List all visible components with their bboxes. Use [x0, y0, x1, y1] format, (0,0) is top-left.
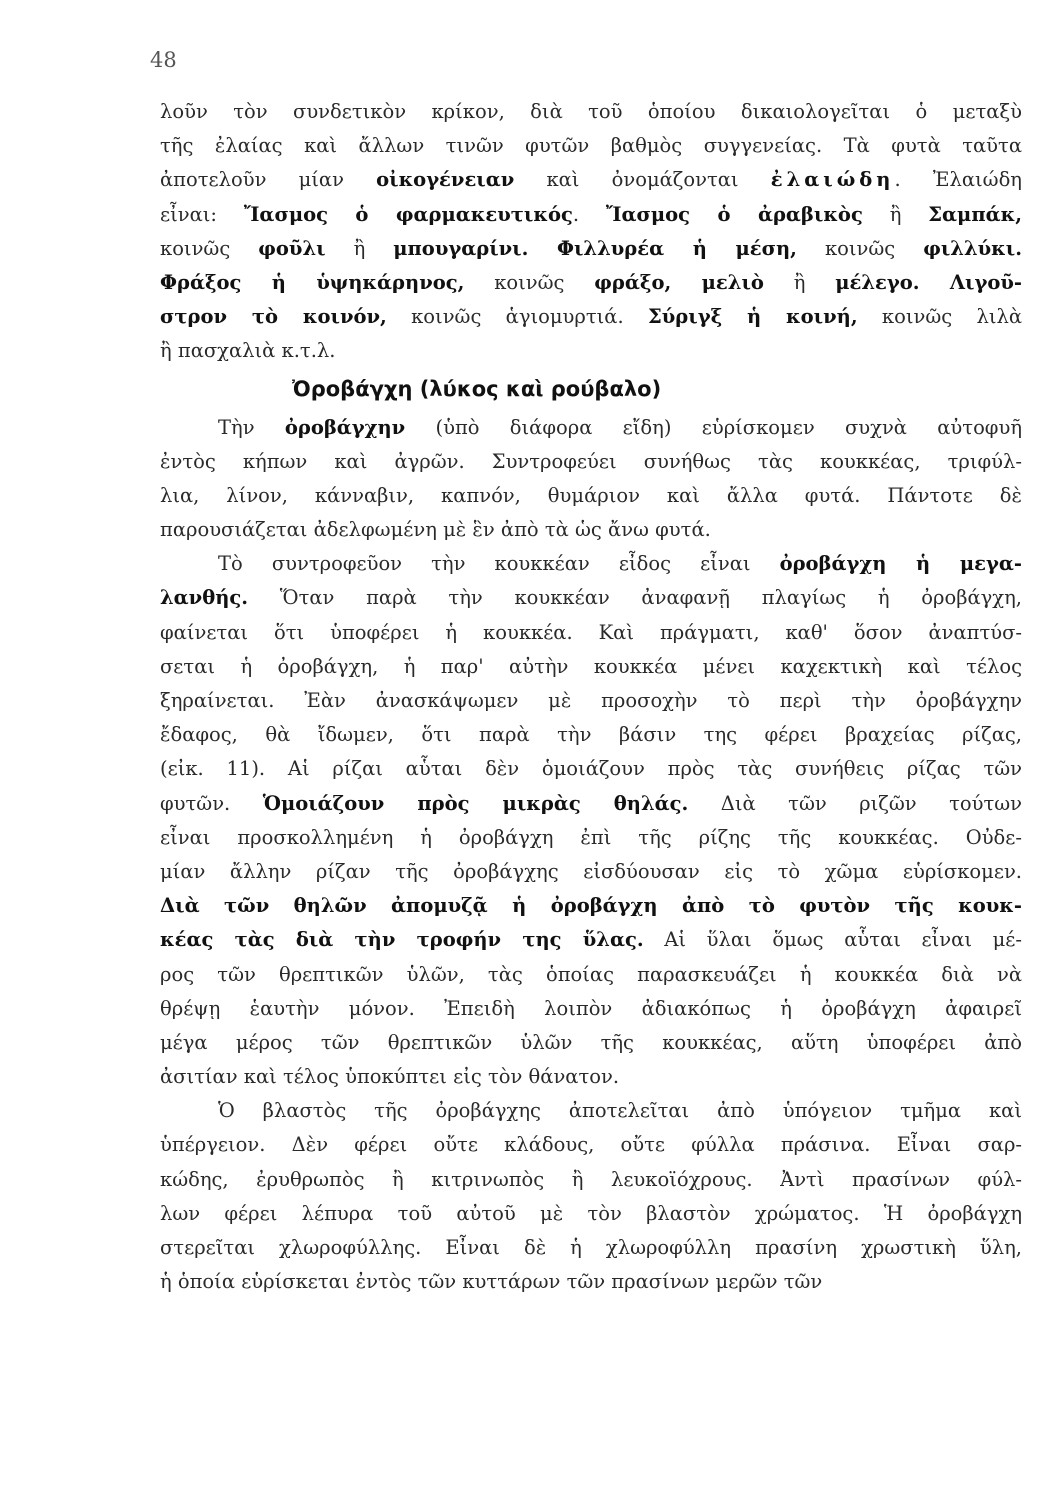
text-line	[160, 129, 1022, 163]
text-run: ἡ ὁποία εὑρίσκεται ἐντὸς τῶν κυττάρων τῶν πρασίνων μερῶν τῶν	[160, 1270, 823, 1294]
text-line	[160, 1163, 1022, 1197]
section-heading: Ὀροβάγχη (λύκος καὶ ρούβαλο)	[292, 376, 662, 401]
text-run: ἢ	[325, 236, 394, 260]
bold-text: λανθής.	[160, 586, 249, 610]
bold-text: ἐλαιώδη	[770, 168, 895, 192]
text-run: λοῦν τὸν συνδετικὸν κρίκον, διὰ τοῦ ὁποίου δικαιολογεῖται ὁ μεταξὺ	[160, 100, 1022, 123]
text-run: ἢ	[763, 270, 836, 294]
text-run: παρουσιάζεται ἀδελφωμένη μὲ ἓν ἀπὸ τὰ ὡς ἄνω φυτά.	[160, 518, 711, 542]
text-run: κώδης, ἐρυθρωπὸς ἢ κιτρινωπὸς ἢ λευκοϊόχρους. Ἀντὶ πρασίνων φύλ-	[160, 1167, 1022, 1191]
text-line	[160, 1128, 1022, 1162]
text-run: καὶ ὀνομάζονται	[514, 168, 771, 192]
bold-text: φιλλύκι.	[923, 236, 1023, 260]
text-run: ἢ πασχαλιὰ κ.τ.λ.	[160, 339, 336, 363]
bold-text: ὀροβάγχη ἡ μεγα-	[779, 552, 1022, 576]
text-run: κοινῶς λιλὰ	[857, 305, 1022, 329]
text-line	[160, 1231, 1022, 1265]
bold-text: Σαμπάκ,	[928, 202, 1022, 226]
text-line	[160, 855, 1022, 889]
text-line	[160, 334, 1022, 368]
text-line	[160, 1060, 1022, 1094]
text-line	[160, 581, 1022, 615]
text-run: .	[572, 202, 606, 226]
text-line	[160, 1265, 1022, 1299]
text-run: Τὸ συντροφεῦον τὴν κουκκέαν εἶδος εἶναι	[218, 552, 780, 576]
bold-text: φοῦλι	[258, 236, 326, 260]
text-run: εἶναι:	[160, 202, 244, 226]
bold-text: στρον τὸ κοινόν,	[160, 305, 387, 329]
text-run: λων φέρει λέπυρα τοῦ αὐτοῦ μὲ τὸν βλαστὸν χρώματος. Ἡ ὀροβάγχη	[160, 1201, 1022, 1225]
text-line	[160, 479, 1022, 513]
bold-text: μπουγαρίνι. Φιλλυρέα ἡ μέση,	[393, 236, 797, 260]
text-run: μίαν ἄλλην ρίζαν τῆς ὀροβάγχης εἰσδύουσαν εἰς τὸ χῶμα εὑρίσκομεν.	[160, 859, 1022, 883]
text-line	[160, 616, 1022, 650]
text-run: κοινῶς	[796, 236, 924, 260]
bold-text: ὀροβάγχην	[284, 415, 406, 439]
text-line	[160, 547, 1022, 581]
bold-text: Ὁμοιάζουν πρὸς μικρὰς θηλάς.	[262, 791, 689, 815]
text-run: ξηραίνεται. Ἐὰν ἀνασκάψωμεν μὲ προσοχὴν τὸ περὶ τὴν ὀροβάγχην	[160, 689, 1022, 712]
text-run: κοινῶς ἁγιομυρτιά.	[386, 305, 648, 329]
text-run: Ὁ βλαστὸς τῆς ὀροβάγχης ἀποτελεῖται ἀπὸ ὑπόγειον τμῆμα καὶ	[218, 1099, 1022, 1123]
text-run: μέγα μέρος τῶν θρεπτικῶν ὑλῶν τῆς κουκκέας, αὕτη ὑποφέρει ἀπὸ	[160, 1030, 1022, 1054]
text-run: φαίνεται ὅτι ὑποφέρει ἡ κουκκέα. Καὶ πράγματι, καθ' ὅσον ἀναπτύσ-	[160, 620, 1022, 644]
text-run: Τὴν	[218, 415, 285, 439]
text-line	[160, 513, 1022, 547]
text-run: ἐντὸς κήπων καὶ ἀγρῶν. Συντροφεύει συνήθως τὰς κουκκέας, τριφύλ-	[160, 449, 1022, 473]
text-line	[160, 958, 1022, 992]
text-line	[160, 1094, 1022, 1128]
text-line	[160, 411, 1022, 445]
text-line	[160, 684, 1022, 718]
text-run: ἢ	[862, 202, 929, 226]
paragraph-orobanche-intro	[160, 411, 1022, 548]
paragraph-orobanche-faba	[160, 547, 1022, 1094]
text-run: στερεῖται χλωροφύλλης. Εἶναι δὲ ἡ χλωροφύλλη πρασίνη χρωστικὴ ὕλη,	[160, 1236, 1022, 1259]
text-line	[160, 1197, 1022, 1231]
bold-text: Φράξος ἡ ὑψηκάρηνος,	[160, 270, 465, 294]
text-run: εἶναι προσκολλημένη ἡ ὀροβάγχη ἐπὶ τῆς ρίζης τῆς κουκκέας. Οὐδε-	[160, 825, 1022, 849]
bold-text: φράξο, μελιὸ	[594, 270, 764, 294]
text-run: Αἱ ὕλαι ὅμως αὗται εἶναι μέ-	[643, 928, 1022, 952]
text-run: Ὅταν παρὰ τὴν κουκκέαν ἀναφανῇ πλαγίως ἡ ὀροβάγχη,	[248, 586, 1022, 610]
text-run: (εἰκ. 11). Αἱ ρίζαι αὗται δὲν ὁμοιάζουν πρὸς τὰς συνήθεις ρίζας τῶν	[160, 757, 1022, 781]
text-run: ρος τῶν θρεπτικῶν ὑλῶν, τὰς ὁποίας παρασκευάζει ἡ κουκκέα διὰ νὰ	[160, 962, 1022, 986]
text-run: ἀσιτίαν καὶ τέλος ὑποκύπτει εἰς τὸν θάνατον.	[160, 1065, 620, 1089]
text-run: (ὑπὸ διάφορα εἴδη) εὑρίσκομεν συχνὰ αὐτοφυῆ	[405, 415, 1022, 439]
paragraph-orobanche-stem	[160, 1094, 1022, 1299]
text-line	[160, 232, 1022, 266]
text-run: κοινῶς	[160, 236, 259, 260]
text-line	[160, 1026, 1022, 1060]
text-run: . Ἐλαιώδη	[894, 168, 1022, 192]
text-run: σεται ἡ ὀροβάγχη, ἡ παρ' αὐτὴν κουκκέα μένει καχεκτικὴ καὶ τέλος	[160, 654, 1022, 678]
page-body	[160, 95, 1022, 1299]
text-line	[160, 300, 1022, 334]
bold-text: Ἴασμος ὁ ἀραβικὸς	[605, 202, 863, 226]
text-line	[160, 95, 1022, 129]
text-line	[160, 163, 1022, 197]
bold-text: Διὰ τῶν θηλῶν ἀπομυζᾷ ἡ ὀροβάγχη ἀπὸ τὸ φυτὸν τῆς κουκ-	[160, 894, 1022, 918]
bold-text: Σύριγξ ἡ κοινή,	[647, 305, 858, 329]
text-run: λια, λίνον, κάνναβιν, καπνόν, θυμάριον καὶ ἄλλα φυτά. Πάντοτε δὲ	[160, 483, 1022, 507]
text-line	[160, 718, 1022, 752]
text-run: κοινῶς	[464, 270, 595, 294]
text-line	[160, 445, 1022, 479]
text-line	[160, 650, 1022, 684]
text-line	[160, 266, 1022, 300]
text-run: ἔδαφος, θὰ ἴδωμεν, ὅτι παρὰ τὴν βάσιν της φέρει βραχείας ρίζας,	[160, 723, 1022, 747]
bold-text: οἰκογένειαν	[376, 168, 515, 192]
text-line	[160, 889, 1022, 923]
text-line	[160, 992, 1022, 1026]
text-line	[160, 821, 1022, 855]
bold-text: κέας τὰς διὰ τὴν τροφήν της ὕλας.	[160, 928, 644, 952]
text-line	[160, 198, 1022, 232]
paragraph-jasmine-family	[160, 95, 1022, 369]
page-number: 48	[150, 48, 177, 72]
text-run: ὑπέργειον. Δὲν φέρει οὔτε κλάδους, οὔτε φύλλα πράσινα. Εἶναι σαρ-	[160, 1133, 1022, 1157]
bold-text: μέλεγο. Λιγοῦ-	[835, 270, 1022, 294]
text-line	[160, 787, 1022, 821]
text-run: φυτῶν.	[160, 791, 263, 815]
text-run: τῆς ἐλαίας καὶ ἄλλων τινῶν φυτῶν βαθμὸς συγγενείας. Τὰ φυτὰ ταῦτα	[160, 134, 1022, 158]
text-run: ἀποτελοῦν μίαν	[160, 168, 377, 192]
text-run: Διὰ τῶν ριζῶν τούτων	[688, 791, 1023, 815]
text-line	[160, 752, 1022, 786]
bold-text: Ἴασμος ὁ φαρμακευτικός	[243, 202, 573, 226]
text-run: θρέψῃ ἑαυτὴν μόνον. Ἐπειδὴ λοιπὸν ἀδιακόπως ἡ ὀροβάγχη ἀφαιρεῖ	[160, 996, 1022, 1020]
text-line	[160, 923, 1022, 957]
